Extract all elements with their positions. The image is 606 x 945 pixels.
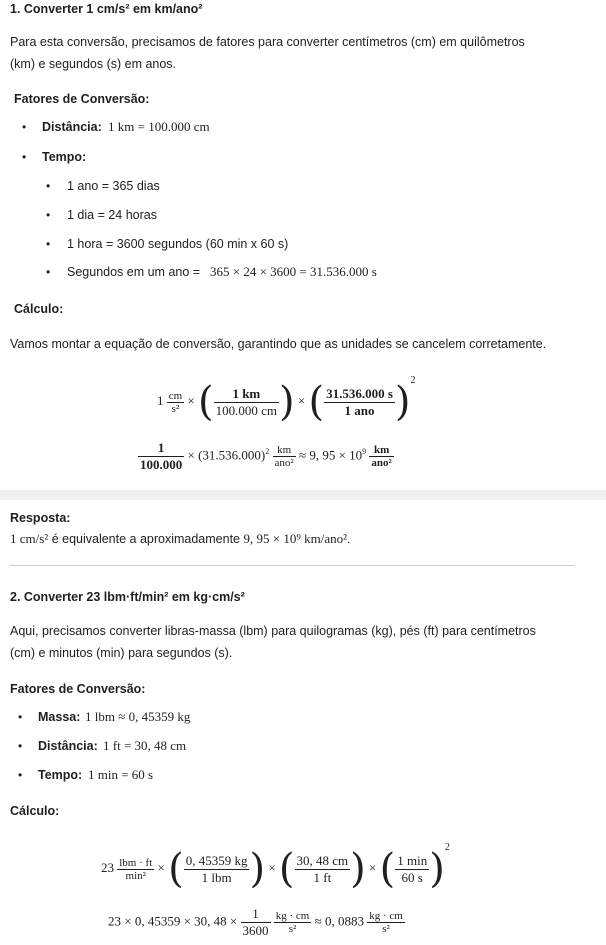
- section-2-intro-line2: (cm) e minutos (min) para segundos (s).: [10, 646, 233, 660]
- bullet-icon: •: [46, 237, 51, 251]
- answer-lhs: 1 cm/s²: [10, 531, 49, 546]
- seconds-value: 365 × 24 × 3600 = 31.536.000 s: [210, 264, 377, 279]
- section-2-title: 2. Converter 23 lbm·ft/min² em kg·cm/s²: [10, 590, 245, 604]
- equation-1b: $\frac{1}{100.000}$ × $(31.536.000)^2$ $\frac{km}{\text{ano²}}$ ≈ 9, $95 \times 10^9$ $\frac{km}{\text{ano²}}$: [140, 440, 392, 472]
- answer-sentence: é equivalente a aproximadamente: [51, 532, 241, 546]
- eq-result-unit: $\frac{kg \cdot cm}{\text{s²}}$: [369, 910, 403, 935]
- eq-factor-2: $\frac{30, 48 cm}{1 ft}$: [296, 852, 349, 885]
- distance-label: Distância:: [42, 120, 102, 134]
- eq-factor-3: $\frac{1 \min}{60 s}$: [397, 852, 428, 885]
- mass-value: 1 lbm ≈ 0, 45359 kg: [85, 709, 191, 724]
- eq-coef-fraction: $\frac{1}{3600}$: [242, 906, 269, 938]
- time-item-text: 1 dia = 24 horas: [67, 208, 157, 222]
- bullet-icon: •: [18, 739, 23, 753]
- section-1-title: 1. Converter 1 cm/s² em km/ano²: [10, 2, 203, 16]
- calc-intro-1: Vamos montar a equação de conversão, garantindo que as unidades se cancelem corretamente.: [10, 337, 547, 351]
- time-item-text: 1 ano = 365 dias: [67, 179, 160, 193]
- bullet-icon: •: [46, 208, 51, 222]
- eq-factor-2: $\frac{31.536.000 s}{\text{1 ano}}$: [326, 385, 393, 418]
- eq-coef-fraction: $\frac{1}{100.000}$: [140, 440, 183, 472]
- eq-result-unit: $\frac{km}{\text{ano²}}$: [371, 444, 392, 469]
- equation-2a: 23 $\frac{\text{lbm · ft}}{\text{min²}}$ × ( $\frac{0, 45359 kg}{\text{1 lbm}}$ ) × ( $\frac{30, 48 cm}{1 ft}$ ) × ( $\frac{1 \min}{60 s}$ )$^2$: [101, 842, 450, 893]
- eq-factor-1: $\frac{0, 45359 kg}{\text{1 lbm}}$: [185, 852, 248, 885]
- bullet-icon: •: [18, 768, 23, 782]
- time-label: Tempo:: [42, 150, 87, 164]
- eq-unit-fraction: $\frac{cm}{\text{s²}}$: [168, 389, 183, 415]
- section-1-intro-line1: Para esta conversão, precisamos de fatores para converter centímetros (cm) em quilômetros: [10, 35, 525, 49]
- bullet-icon: •: [22, 120, 27, 134]
- distance-value: 1 ft = 30, 48 cm: [103, 738, 187, 753]
- eq-unit-fraction: $\frac{\text{lbm · ft}}{\text{min²}}$: [119, 856, 153, 882]
- distance-value: 1 km = 100.000 cm: [108, 119, 210, 134]
- section-1-intro-line2: (km) e segundos (s) em anos.: [10, 57, 177, 71]
- eq-lead: 1: [157, 393, 164, 408]
- calc-heading-2: Cálculo:: [10, 804, 60, 818]
- eq-factor-1: $\frac{1 km}{100.000 cm}$: [215, 385, 278, 418]
- factors-heading-2: Fatores de Conversão:: [10, 682, 146, 696]
- bullet-icon: •: [22, 150, 27, 164]
- mass-label: Massa:: [38, 710, 81, 724]
- section-divider: [0, 490, 606, 500]
- equation-1a: 1 $\frac{cm}{\text{s²}}$ × ( $\frac{1 km}{100.000 cm}$ ) × ( $\frac{31.536.000 s}{\text{1 ano}}$ )$^2$: [157, 375, 416, 426]
- bullet-icon: •: [46, 265, 51, 279]
- equation-2b: 23 × 0, 45359 × 30, 48 × $\frac{1}{3600}$ $\frac{kg \cdot cm}{\text{s²}}$ ≈ 0, 0883 $\frac{kg \cdot cm}{\text{s²}}$: [108, 906, 403, 938]
- time-value: 1 min = 60 s: [88, 767, 154, 782]
- answer-rhs: 9, 95 × 10⁹ km/ano².: [243, 531, 351, 546]
- bullet-icon: •: [18, 710, 23, 724]
- answer-text: [10, 531, 350, 547]
- calc-heading-1: Cálculo:: [14, 302, 64, 316]
- distance-label: Distância:: [38, 739, 98, 753]
- eq-unit-fraction: $\frac{km}{\text{ano²}}$: [274, 444, 294, 469]
- time-label: Tempo:: [38, 768, 83, 782]
- factors-heading-1: Fatores de Conversão:: [14, 92, 150, 106]
- time-item-text: 1 hora = 3600 segundos (60 min x 60 s): [67, 237, 289, 251]
- bullet-icon: •: [46, 179, 51, 193]
- section-2-intro-line1: Aqui, precisamos converter libras-massa (lbm) para quilogramas (kg), pés (ft) para centímetros: [10, 624, 536, 638]
- horizontal-rule: [10, 565, 575, 566]
- answer-label: Resposta:: [10, 511, 71, 525]
- eq-unit-fraction: $\frac{kg \cdot cm}{\text{s²}}$: [275, 910, 310, 935]
- seconds-label: Segundos em um ano =: [67, 265, 201, 279]
